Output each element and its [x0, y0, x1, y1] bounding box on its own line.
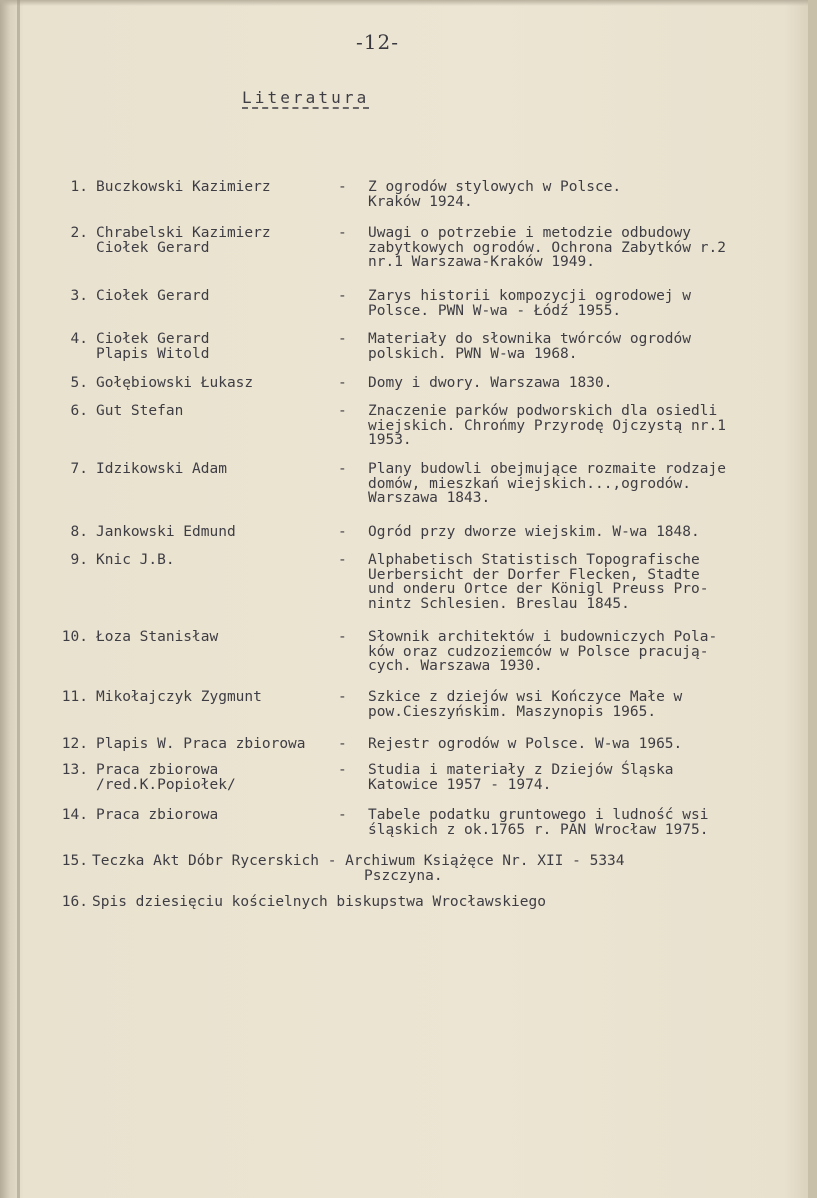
entry-dash: - [338, 288, 347, 304]
entry-number: 11. [61, 689, 88, 705]
entry-description: Uerbersicht der Dorfer Flecken, Stadte [368, 566, 700, 583]
entry-number: 7. [70, 461, 88, 477]
entry-author: Plapis W. Praca zbiorowa [96, 736, 306, 752]
entry-number: 10. [61, 629, 88, 645]
entry-description: Ogród przy dworze wiejskim. W-wa 1848. [368, 524, 700, 540]
entry-author: Gut Stefan [96, 403, 184, 419]
entry-description: cych. Warszawa 1930. [368, 658, 543, 674]
entry-number: 6. [70, 403, 88, 419]
entry-author: Praca zbiorowa [96, 807, 219, 823]
entry-description: domów, mieszkań wiejskich...,ogrodów. [368, 475, 692, 492]
bibliography-heading: Literatura [242, 88, 370, 107]
entry-description: Katowice 1957 - 1974. [368, 776, 552, 793]
entry-dash: - [338, 331, 347, 347]
entry-author: Łoza Stanisław [96, 629, 219, 645]
entry-description: pow.Cieszyńskim. Maszynopis 1965. [368, 703, 657, 720]
entry-description: wiejskich. Chrońmy Przyrodę Ojczystą nr.1 [368, 417, 726, 434]
entry-author: Ciołek Gerard [96, 331, 210, 347]
page-right-edge [808, 0, 817, 1198]
entry-number: 2. [70, 225, 88, 241]
entry-description: Tabele podatku gruntowego i ludność wsi [368, 807, 709, 823]
entry-description: Warszawa 1843. [368, 490, 491, 506]
entry-description: nintz Schlesien. Breslau 1845. [368, 595, 630, 612]
entry-description: Szkice z dziejów wsi Kończyce Małe w [368, 689, 683, 705]
entry-description: nr.1 Warszawa-Kraków 1949. [368, 254, 595, 270]
entry-description: 1953. [368, 432, 412, 448]
entry-description: śląskich z ok.1765 r. PAN Wrocław 1975. [368, 821, 709, 838]
entry-dash: - [338, 736, 347, 752]
entry-description: und onderu Ortce der Königl Preuss Pro- [368, 581, 709, 597]
entry-number: 15. [61, 853, 88, 869]
entry-number: 4. [70, 331, 88, 347]
entry-author: Praca zbiorowa [96, 762, 219, 778]
entry-text: Pszczyna. [364, 867, 443, 884]
entry-description: polskich. PWN W-wa 1968. [368, 345, 578, 362]
entry-dash: - [338, 552, 347, 568]
entry-number: 8. [70, 524, 88, 540]
entry-author: Ciołek Gerard [96, 239, 210, 256]
entry-description: Rejestr ogrodów w Polsce. W-wa 1965. [368, 736, 683, 752]
entry-dash: - [338, 807, 347, 823]
entry-description: Z ogrodów stylowych w Polsce. [368, 179, 622, 195]
entry-number: 14. [61, 807, 88, 823]
entry-author: Buczkowski Kazimierz [96, 179, 271, 195]
entry-description: Znaczenie parków podworskich dla osiedli [368, 403, 718, 419]
entry-dash: - [338, 689, 347, 705]
entry-text: Spis dziesięciu kościelnych biskupstwa Wrocławskiego [92, 894, 546, 910]
entry-number: 13. [61, 762, 88, 778]
entry-dash: - [338, 403, 347, 419]
entry-author: Jankowski Edmund [96, 524, 236, 540]
entry-description: Alphabetisch Statistisch Topografische [368, 552, 700, 568]
entry-description: Studia i materiały z Dziejów Śląska [368, 762, 674, 778]
entry-author: Ciołek Gerard [96, 288, 210, 304]
entry-author: Chrabelski Kazimierz [96, 225, 271, 241]
entry-description: zabytkowych ogrodów. Ochrona Zabytków r.2 [368, 239, 726, 256]
entry-dash: - [338, 179, 347, 195]
page-top-shadow [0, 0, 817, 6]
entry-number: 9. [70, 552, 88, 568]
entry-description: Kraków 1924. [368, 193, 473, 210]
entry-description: Domy i dwory. Warszawa 1830. [368, 375, 613, 391]
entry-description: Materiały do słownika twórców ogrodów [368, 331, 692, 347]
entry-dash: - [338, 629, 347, 645]
entry-author: Mikołajczyk Zygmunt [96, 689, 262, 705]
entry-author: Plapis Witold [96, 345, 210, 362]
page-number: -12- [356, 30, 399, 54]
entry-dash: - [338, 225, 347, 241]
entry-number: 16. [61, 894, 88, 910]
entry-number: 3. [70, 288, 88, 304]
entry-number: 5. [70, 375, 88, 391]
entry-author: Knic J.B. [96, 552, 175, 568]
entry-dash: - [338, 375, 347, 391]
entry-dash: - [338, 461, 347, 477]
entry-description: ków oraz cudzoziemców w Polsce pracują- [368, 643, 709, 660]
binding-edge [17, 0, 20, 1198]
entry-description: Plany budowli obejmujące rozmaite rodzaje [368, 461, 726, 477]
entry-description: Zarys historii kompozycji ogrodowej w [368, 288, 692, 304]
entry-author: /red.K.Popiołek/ [96, 776, 236, 793]
entry-author: Idzikowski Adam [96, 461, 227, 477]
entry-number: 1. [70, 179, 88, 195]
entry-text: Teczka Akt Dóbr Rycerskich - Archiwum Książęce Nr. XII - 5334 [92, 853, 625, 869]
entry-description: Polsce. PWN W-wa - Łódź 1955. [368, 302, 622, 319]
entry-description: Słownik architektów i budowniczych Pola- [368, 629, 718, 645]
entry-dash: - [338, 524, 347, 540]
entry-number: 12. [61, 736, 88, 752]
entry-author: Gołębiowski Łukasz [96, 375, 254, 391]
entry-dash: - [338, 762, 347, 778]
entry-description: Uwagi o potrzebie i metodzie odbudowy [368, 225, 692, 241]
